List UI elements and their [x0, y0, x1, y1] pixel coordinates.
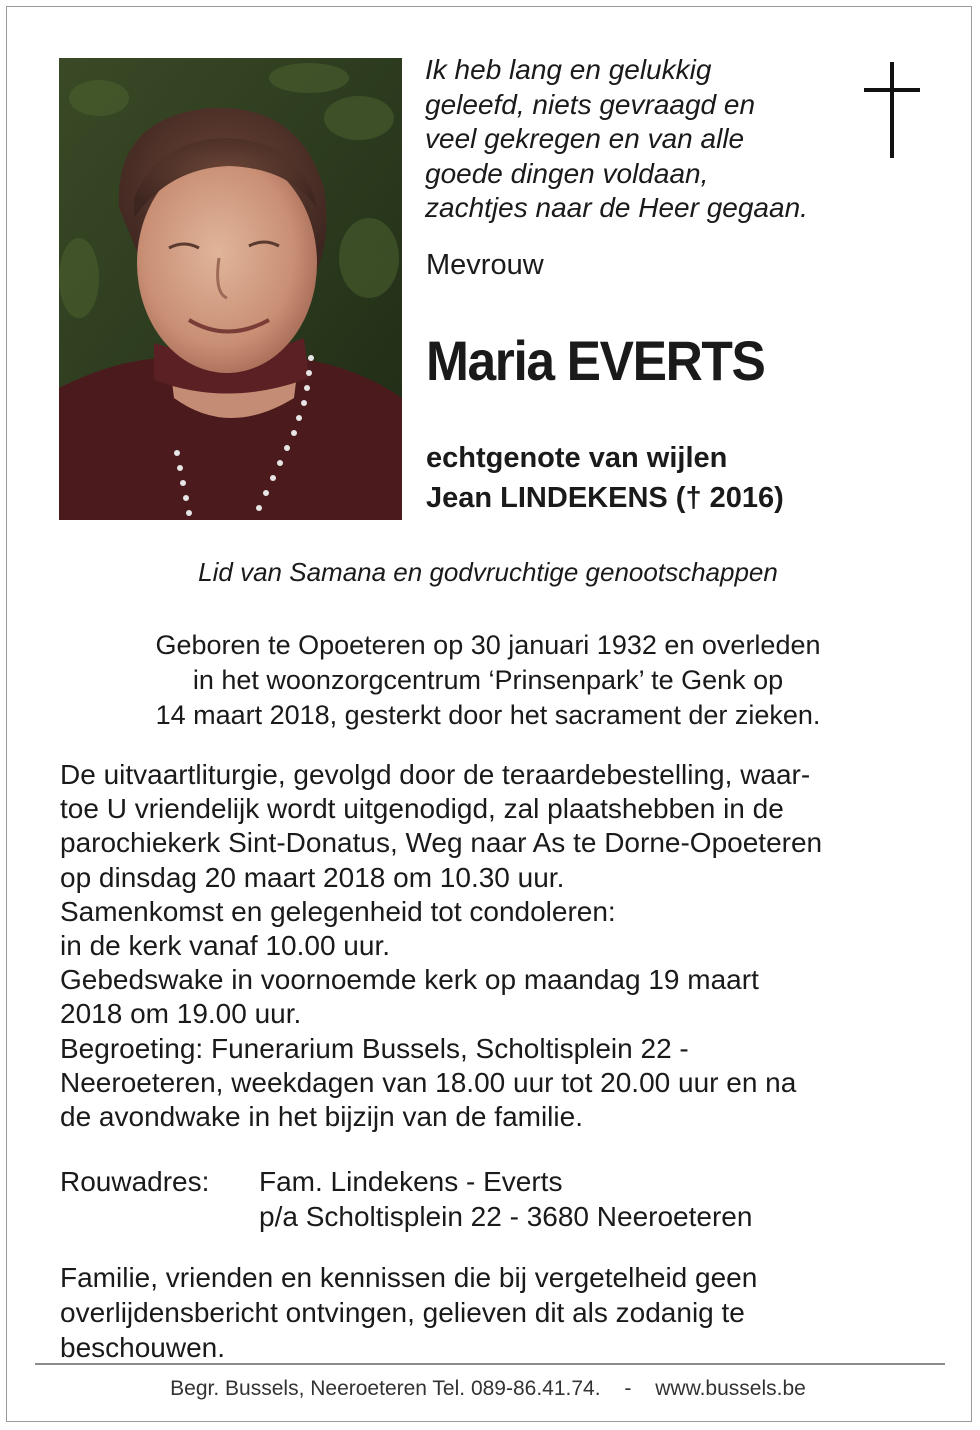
portrait-photo	[59, 58, 402, 520]
poem	[425, 53, 865, 226]
footer-separator: -	[624, 1377, 632, 1400]
footer-divider	[35, 1363, 945, 1365]
honorific-title: Mevrouw	[426, 249, 544, 281]
membership-line: Lid van Samana en godvruchtige genootschappen	[198, 557, 778, 587]
address-line: p/a Scholtisplein 22 - 3680 Neeroeteren	[259, 1201, 753, 1232]
funeral-details	[60, 758, 930, 1134]
details-line: in de kerk vanaf 10.00 uur.	[60, 930, 390, 962]
family-note-line: beschouwen.	[60, 1332, 226, 1363]
birth-line: 14 maart 2018, gesterkt door het sacrament der zieken.	[155, 700, 821, 730]
details-line: 2018 om 19.00 uur.	[60, 998, 302, 1030]
address-line: Fam. Lindekens - Everts	[259, 1166, 563, 1197]
details-line: Neeroeteren, weekdagen van 18.00 uur tot 20.00 uur en na	[60, 1066, 797, 1098]
address-row	[60, 1199, 752, 1234]
address-row	[60, 1164, 752, 1199]
details-line: op dinsdag 20 maart 2018 om 10.30 uur.	[60, 861, 565, 893]
footer-contact: Begr. Bussels, Neeroeteren Tel. 089-86.41.74.	[170, 1377, 601, 1400]
details-line: Gebedswake in voornoemde kerk op maandag 19 maart	[60, 964, 759, 996]
details-line: parochiekerk Sint-Donatus, Weg naar As te Dorne-Opoeteren	[60, 827, 823, 859]
poem-line: goede dingen voldaan,	[425, 157, 709, 189]
family-note-line: Familie, vrienden en kennissen die bij vergetelheid geen	[60, 1262, 758, 1293]
deceased-name: Maria EVERTS	[426, 329, 765, 392]
birth-death-info	[0, 628, 976, 733]
poem-line: geleefd, niets gevraagd en	[425, 88, 756, 120]
footer-website-link[interactable]: www.bussels.be	[655, 1377, 806, 1400]
details-line: De uitvaartliturgie, gevolgd door de teraardebestelling, waar-	[60, 759, 811, 790]
poem-line: Ik heb lang en gelukkig	[425, 54, 712, 85]
details-line: de avondwake in het bijzijn van de familie.	[60, 1101, 583, 1133]
family-note-line: overlijdensbericht ontvingen, gelieven dit als zodanig te	[60, 1297, 745, 1328]
family-note	[60, 1260, 757, 1365]
birth-line: Geboren te Opoeteren op 30 januari 1932 en overleden	[155, 630, 821, 660]
details-line: Samenkomst en gelegenheid tot condoleren:	[60, 895, 616, 927]
spouse-line: echtgenote van wijlen	[426, 442, 728, 474]
mourning-address	[60, 1164, 752, 1234]
spouse-info	[426, 438, 784, 518]
spouse-line: Jean LINDEKENS († 2016)	[426, 482, 784, 514]
elderly-woman-portrait	[59, 58, 402, 520]
details-line: Begroeting: Funerarium Bussels, Scholtisplein 22 -	[60, 1032, 689, 1064]
latin-cross-icon	[864, 62, 920, 163]
poem-line: zachtjes naar de Heer gegaan.	[425, 192, 808, 223]
address-label: Rouwadres:	[60, 1166, 210, 1197]
birth-line: in het woonzorgcentrum ‘Prinsenpark’ te Genk op	[192, 665, 784, 695]
footer	[0, 1377, 976, 1401]
details-line: toe U vriendelijk wordt uitgenodigd, zal plaatshebben in de	[60, 793, 784, 825]
poem-line: veel gekregen en van alle	[425, 123, 745, 154]
